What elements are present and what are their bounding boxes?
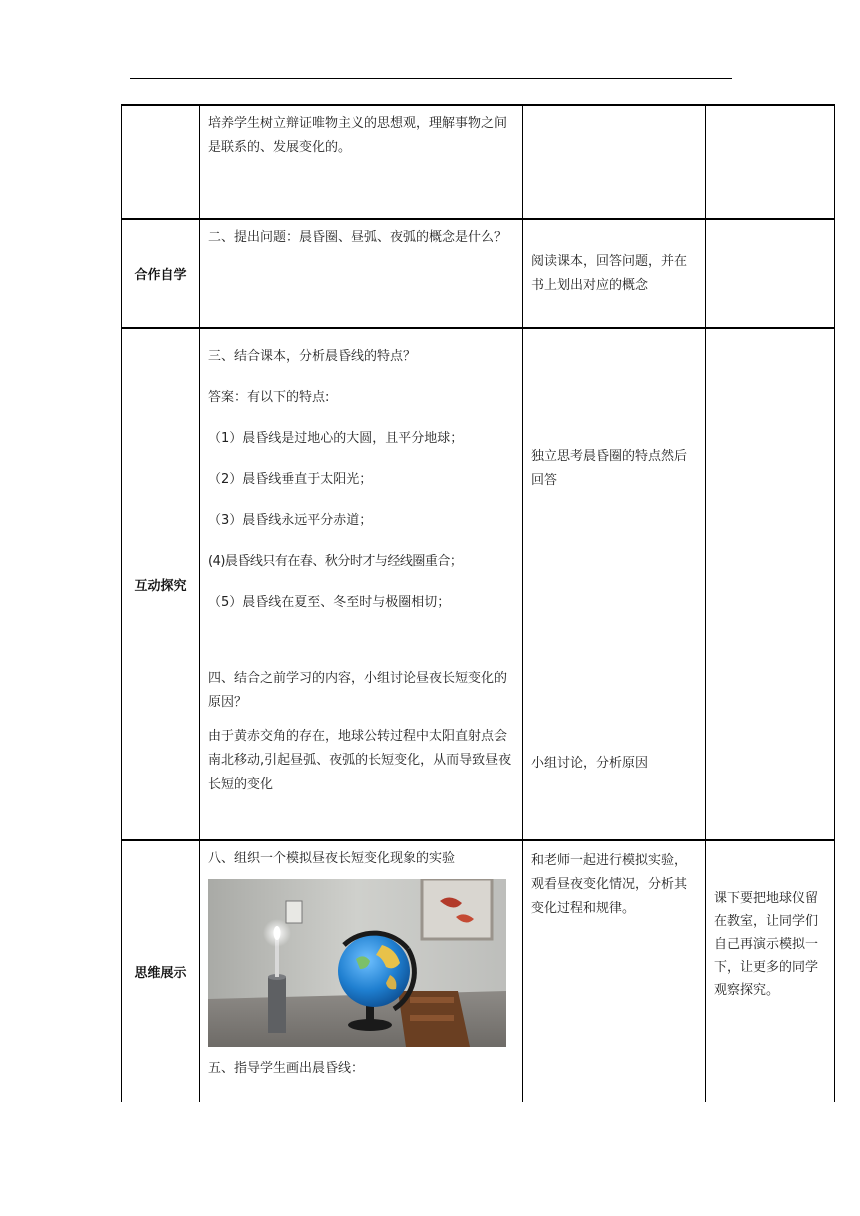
note-cell: [706, 840, 835, 1102]
stage-cell: 合作自学: [122, 219, 200, 328]
teacher-text: （2）晨昏线垂直于太阳光；: [208, 472, 373, 487]
teacher-text: 五、指导学生画出晨昏线：: [208, 1061, 365, 1076]
note-cell: [706, 105, 835, 219]
chair-rail: [410, 997, 454, 1003]
teacher-activity-cell: [200, 219, 523, 328]
note-text: 课下要把地球仪留在教室，让同学们自己再演示模拟一下，让更多的同学观察探究。: [714, 891, 819, 998]
teacher-activity-cell: [200, 105, 523, 219]
stage-cell: 思维展示: [122, 840, 200, 1102]
teacher-text: 答案：有以下的特点:: [208, 390, 330, 405]
student-activity-cell: [523, 219, 706, 328]
note-cell: [706, 219, 835, 328]
lesson-plan-table: [121, 104, 835, 1102]
picture-frame: [422, 879, 492, 939]
lamp-flame: [274, 926, 281, 940]
globe: [338, 935, 410, 1007]
header-rule: [130, 78, 732, 79]
globe-stand-pole: [366, 1005, 374, 1025]
teacher-text: (4)晨昏线只有在春、秋分时才与经线圈重合；: [208, 554, 463, 569]
student-text: 小组讨论，分析原因: [531, 756, 649, 771]
globe-experiment-photo: [208, 879, 506, 1047]
teacher-text: 三、结合课本，分析晨昏线的特点？: [208, 349, 417, 364]
student-activity-cell: [523, 840, 706, 1102]
teacher-text: 由于黄赤交角的存在，地球公转过程中太阳直射点会南北移动,引起昼弧、夜弧的长短变化，从而导致昼夜长短的变化: [208, 729, 512, 792]
table-row: [122, 328, 835, 840]
chair-rail: [410, 1015, 454, 1021]
teacher-text: （5）晨昏线在夏至、冬至时与极圈相切；: [208, 595, 451, 610]
lamp-base: [268, 977, 286, 1033]
teacher-activity-cell: [200, 840, 523, 1102]
student-activity-cell: [523, 328, 706, 840]
table-row: [122, 105, 835, 219]
teacher-text: 培养学生树立辩证唯物主义的思想观，理解事物之间是联系的、发展变化的。: [208, 116, 508, 155]
teacher-text: 八、组织一个模拟昼夜长短变化现象的实验: [208, 851, 456, 866]
teacher-text: 四、结合之前学习的内容，小组讨论昼夜长短变化的原因？: [208, 671, 508, 710]
student-text: 阅读课本，回答问题，并在书上划出对应的概念: [531, 253, 688, 293]
switch-panel: [286, 901, 302, 923]
student-activity-cell: [523, 105, 706, 219]
teacher-text: （1）晨昏线是过地心的大圆，且平分地球；: [208, 431, 464, 446]
stage-cell: 互动探究: [122, 328, 200, 840]
note-cell: [706, 328, 835, 840]
teacher-text: （3）晨昏线永远平分赤道；: [208, 513, 373, 528]
student-text: 和老师一起进行模拟实验，观看昼夜变化情况，分析其变化过程和规律。: [531, 853, 688, 916]
teacher-activity-cell: [200, 328, 523, 840]
teacher-text: 二、提出问题：晨昏圈、昼弧、夜弧的概念是什么？: [208, 230, 508, 245]
student-text: 独立思考晨昏圈的特点然后回答: [531, 449, 688, 488]
table-row: [122, 840, 835, 1102]
stage-cell: [122, 105, 200, 219]
table-row: [122, 219, 835, 328]
